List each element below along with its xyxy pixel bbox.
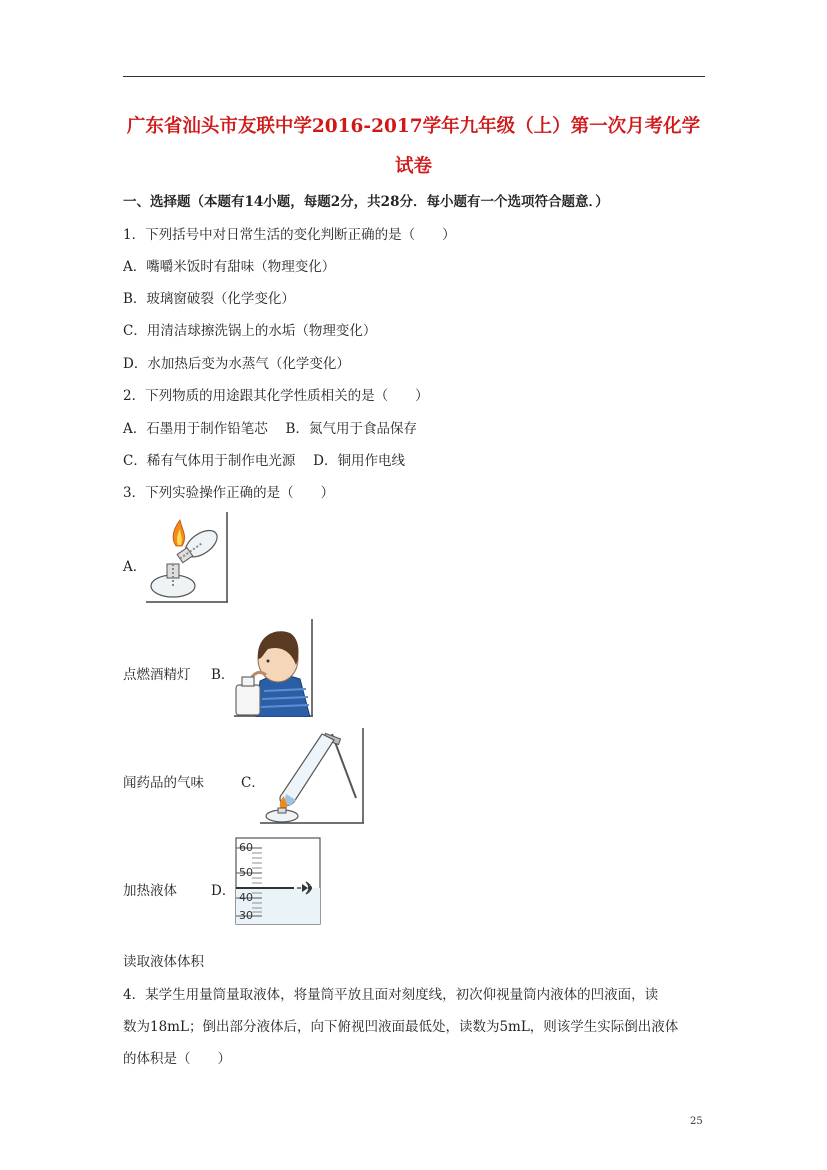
- tick-30: 30: [239, 909, 253, 922]
- page-number: 25: [690, 1116, 703, 1127]
- figure-lamp-lighting: [146, 512, 230, 604]
- q3-b-caption: 闻药品的气味: [123, 775, 204, 791]
- q3-d-caption: 读取液体体积: [123, 954, 204, 970]
- q4-line2: 数为18mL；倒出部分液体后，向下俯视凹液面最低处，读数为5mL，则该学生实际倒出液体: [123, 1019, 679, 1035]
- tick-50: 50: [239, 866, 253, 879]
- q3-c-label: C．: [241, 775, 265, 791]
- q1-option-d: D．水加热后变为水蒸气（化学变化）: [123, 356, 350, 372]
- q3-a-caption: 点燃酒精灯: [123, 667, 191, 683]
- q1-option-c: C．用清洁球擦洗锅上的水垢（物理变化）: [123, 323, 377, 339]
- q2-options-ab: A．石墨用于制作铅笔芯 B．氮气用于食品保存: [123, 421, 417, 437]
- q2-stem: 2．下列物质的用途跟其化学性质相关的是（ ）: [123, 388, 429, 404]
- q3-d-label: D．: [211, 883, 236, 899]
- tick-60: 60: [239, 841, 253, 854]
- q1-option-a: A．嘴嚼米饭时有甜味（物理变化）: [123, 259, 336, 275]
- q4-line1: 4．某学生用量筒量取液体，将量筒平放且面对刻度线，初次仰视量筒内液体的凹液面，读: [123, 987, 659, 1003]
- q2-options-cd: C．稀有气体用于制作电光源 D．铜用作电线: [123, 453, 405, 469]
- tick-40: 40: [239, 891, 253, 904]
- figure-smelling-chemical: [234, 619, 314, 717]
- q3-b-label: B．: [211, 667, 235, 683]
- q1-option-b: B．玻璃窗破裂（化学变化）: [123, 291, 295, 307]
- q3-a-label: A．: [123, 559, 147, 575]
- exam-title-line2: 试卷: [394, 156, 432, 177]
- exam-title-line1: 广东省汕头市友联中学2016-2017学年九年级（上）第一次月考化学: [126, 116, 701, 137]
- q3-c-caption: 加热液体: [123, 883, 177, 899]
- figure-graduated-cylinder: [232, 836, 322, 926]
- q1-stem: 1．下列括号中对日常生活的变化判断正确的是（ ）: [123, 227, 456, 243]
- header-rule: [123, 76, 705, 77]
- q3-stem: 3．下列实验操作正确的是（ ）: [123, 485, 335, 501]
- figure-heating-test-tube: [260, 728, 366, 824]
- section-heading: 一、选择题（本题有14小题，每题2分，共28分．每小题有一个选项符合题意．）: [123, 194, 609, 210]
- q4-line3: 的体积是（ ）: [123, 1051, 231, 1067]
